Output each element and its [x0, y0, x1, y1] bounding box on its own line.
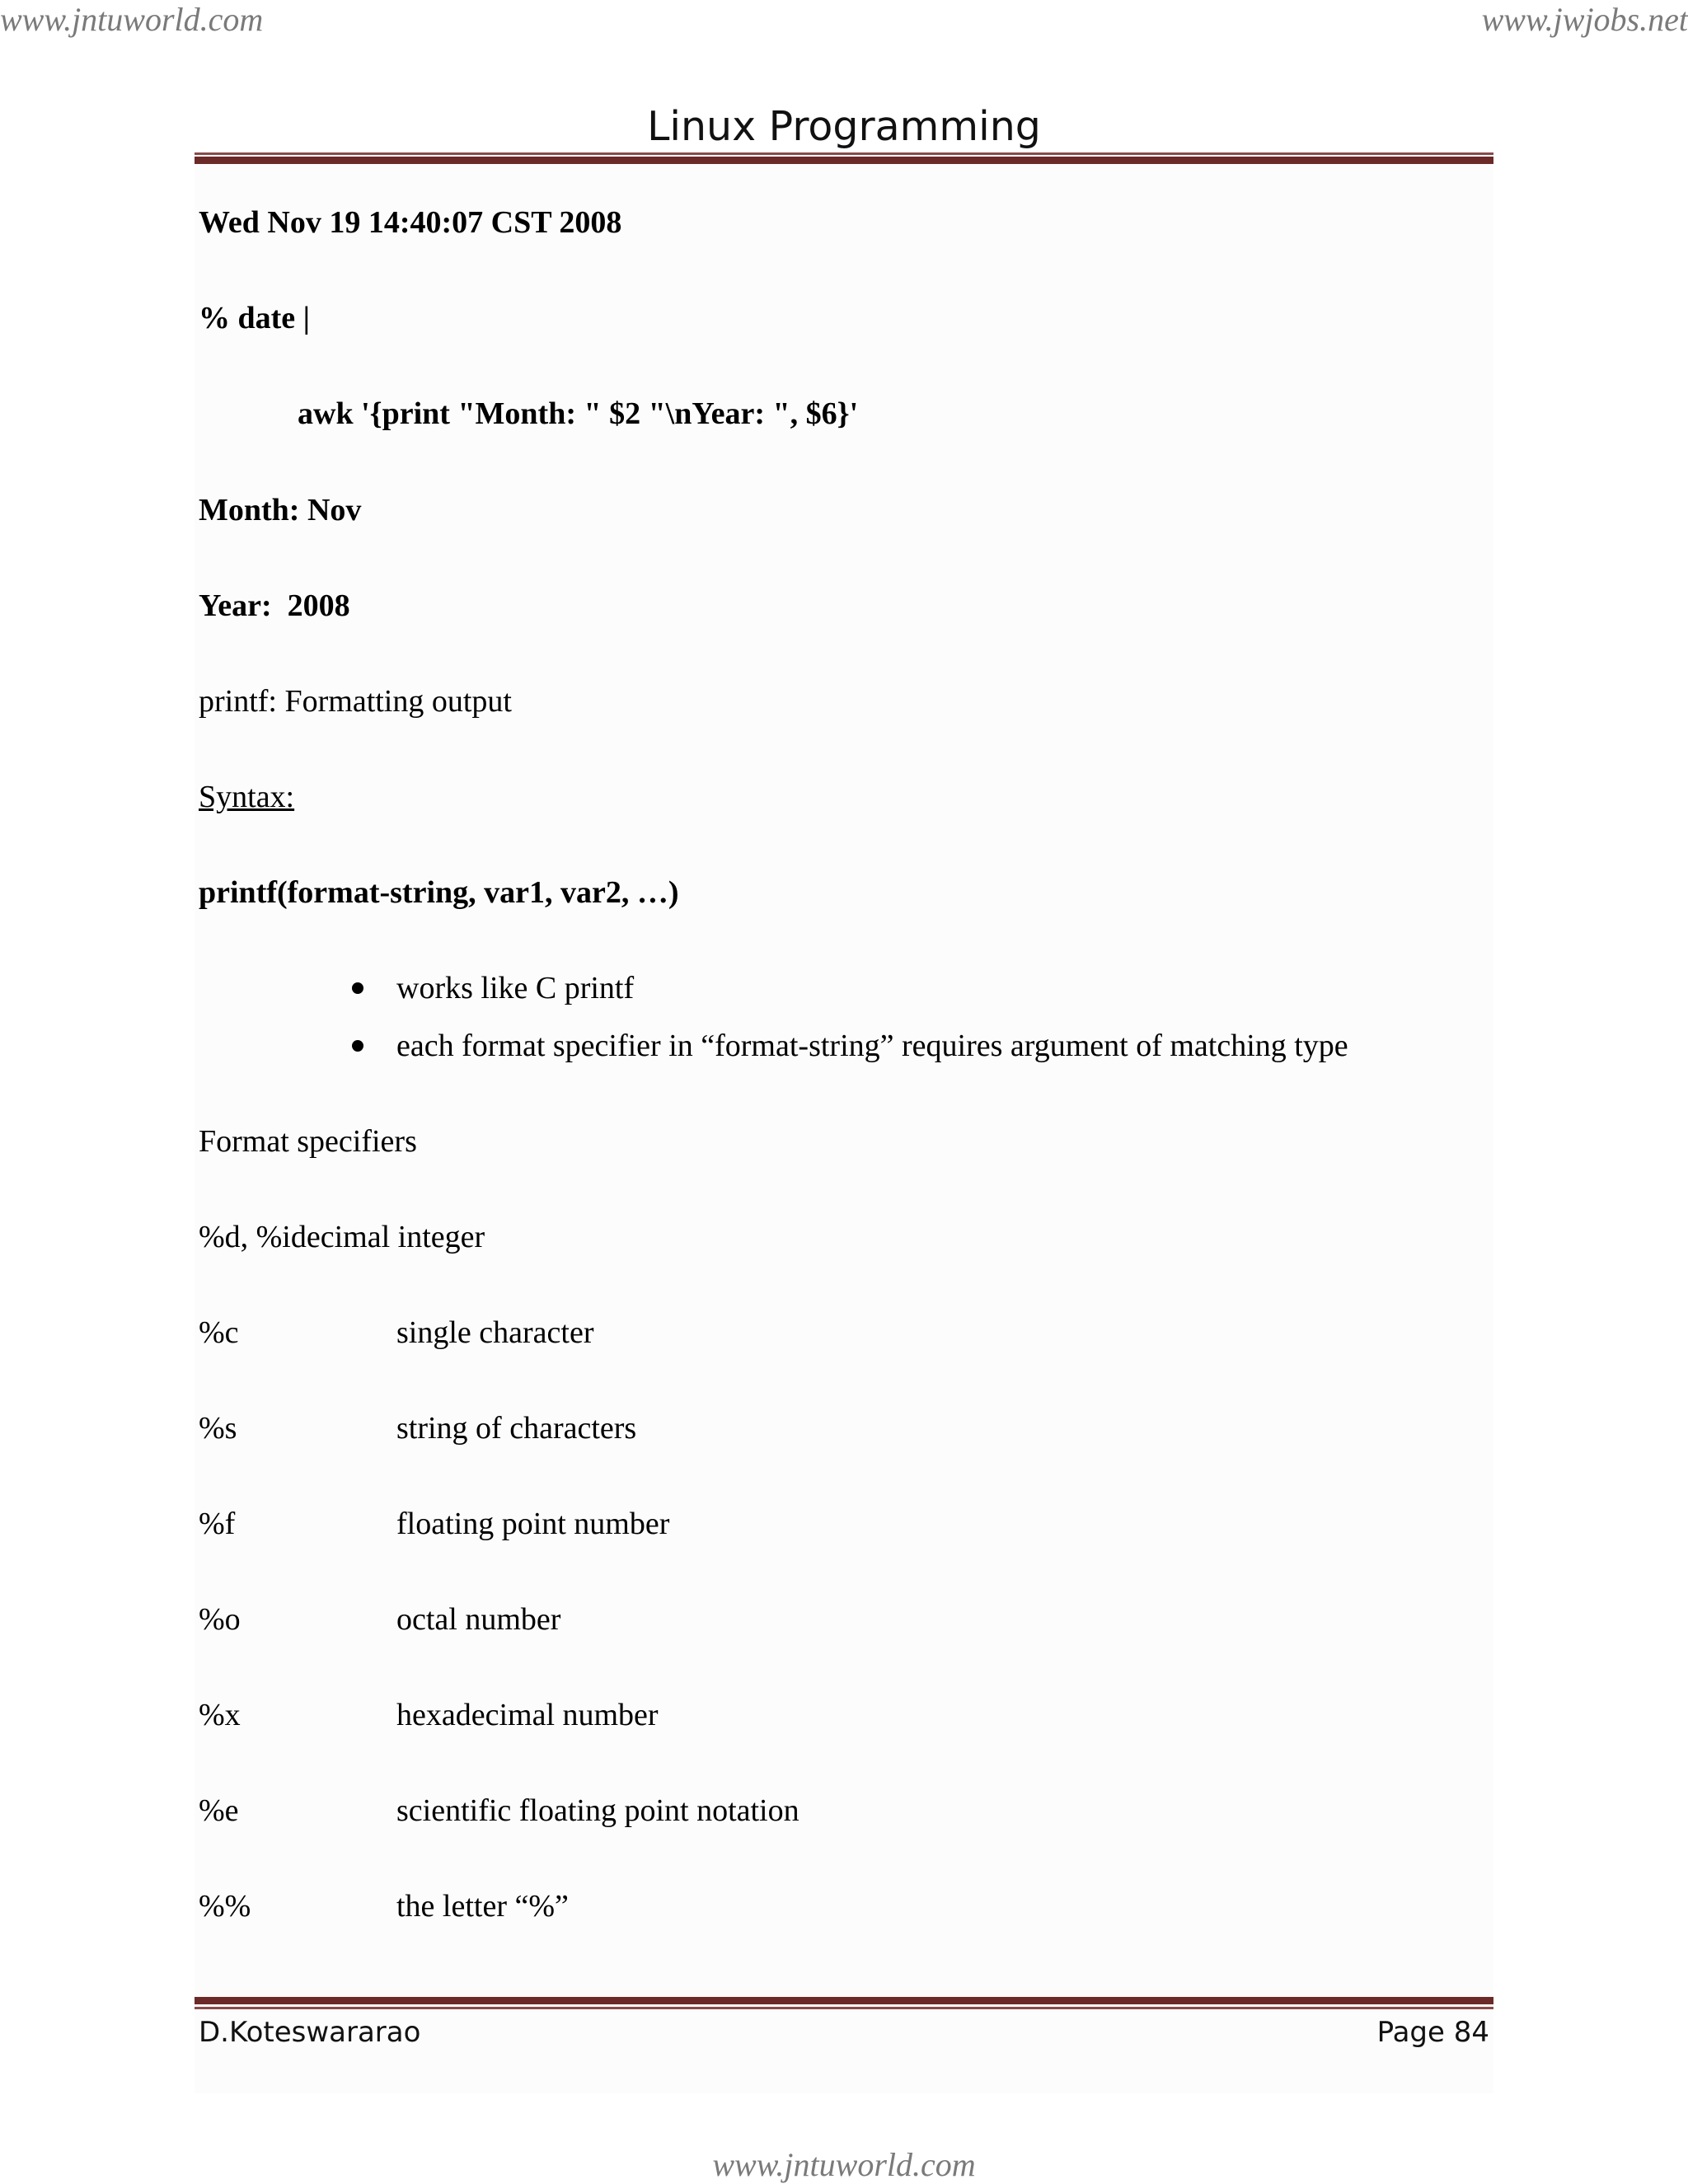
- page-header-title: Linux Programming: [647, 103, 1041, 150]
- specifier-description: string of characters: [396, 1411, 637, 1446]
- footer-rule-thick: [195, 1997, 1493, 2004]
- specifier-code: %o: [199, 1602, 241, 1637]
- footer-page-number: Page 84: [1376, 2016, 1489, 2049]
- footer-author: D.Koteswararao: [199, 2016, 421, 2049]
- command-line-1: % date |: [199, 301, 311, 335]
- specifier-description: floating point number: [396, 1507, 670, 1541]
- syntax-code: printf(format-string, var1, var2, …): [199, 875, 679, 910]
- header-rule-thin: [195, 152, 1493, 155]
- specifier-description: the letter “%”: [396, 1889, 569, 1924]
- month-output: Month: Nov: [199, 493, 362, 527]
- specifier-code: %e: [199, 1793, 239, 1828]
- bullet-item: each format specifier in “format-string” requires argument of matching type: [396, 1029, 1348, 1063]
- command-line-2: awk '{print "Month: " $2 "\nYear: ", $6}': [298, 396, 859, 431]
- specifier-description: octal number: [396, 1602, 561, 1637]
- bullet-item: works like C printf: [396, 971, 635, 1005]
- bullet-dot: [352, 1040, 363, 1052]
- format-specifier-d-i: %d, %idecimal integer: [199, 1220, 485, 1254]
- specifier-description: hexadecimal number: [396, 1698, 659, 1732]
- specifier-code: %c: [199, 1315, 239, 1350]
- specifier-code: %f: [199, 1507, 236, 1541]
- watermark-top-right[interactable]: www.jwjobs.net: [1481, 1, 1688, 38]
- specifier-description: scientific floating point notation: [396, 1793, 799, 1828]
- specifier-code: %x: [199, 1698, 241, 1732]
- bullet-dot: [352, 982, 363, 994]
- format-specifiers-heading: Format specifiers: [199, 1124, 417, 1159]
- footer-rule-thin: [195, 2007, 1493, 2009]
- header-rule-thick: [195, 157, 1493, 164]
- printf-heading: printf: Formatting output: [199, 684, 512, 719]
- watermark-bottom[interactable]: www.jntuworld.com: [712, 2146, 976, 2183]
- year-output: Year: 2008: [199, 588, 350, 623]
- watermark-top-left[interactable]: www.jntuworld.com: [0, 1, 264, 38]
- date-output: Wed Nov 19 14:40:07 CST 2008: [199, 205, 622, 240]
- specifier-description: single character: [396, 1315, 594, 1350]
- specifier-code: %s: [199, 1411, 237, 1446]
- specifier-code: %%: [199, 1889, 251, 1924]
- syntax-label: Syntax:: [199, 780, 295, 814]
